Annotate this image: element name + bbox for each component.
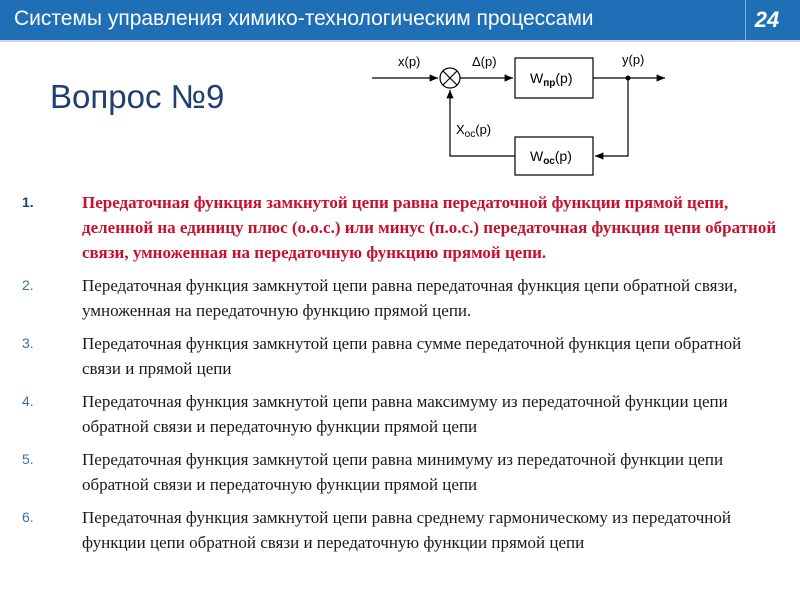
answer-option-4[interactable] xyxy=(22,389,782,439)
answer-text: Передаточная функция замкнутой цепи равна максимуму из передаточной функции цепи обратной связи и передаточную функции прямой цепи xyxy=(82,392,728,436)
answer-text: Передаточная функция замкнутой цепи равна сумме передаточной функция цепи обратной связи и прямой цепи xyxy=(82,334,742,378)
input-label: x(p) xyxy=(398,54,421,69)
answer-number: 2. xyxy=(22,277,34,293)
answer-option-3[interactable] xyxy=(22,331,782,381)
answer-number: 3. xyxy=(22,335,34,351)
error-label: Δ(p) xyxy=(472,54,497,69)
answer-number: 1. xyxy=(22,194,34,210)
answer-number: 4. xyxy=(22,393,34,409)
answer-option-1[interactable] xyxy=(22,190,782,265)
answer-number: 6. xyxy=(22,509,34,525)
answer-text: Передаточная функция замкнутой цепи равна передаточная функция цепи обратной связи, умноженная на передаточную функцию прямой цепи. xyxy=(82,276,738,320)
header-bar xyxy=(0,0,800,42)
output-label: y(p) xyxy=(622,52,645,67)
summing-junction xyxy=(440,68,460,88)
answer-text: Передаточная функция замкнутой цепи равна среднему гармоническому из передаточной функции цепи обратной связи и передаточную функции прямой цепи xyxy=(82,508,731,552)
answer-option-5[interactable] xyxy=(22,447,782,497)
answer-number: 5. xyxy=(22,451,34,467)
question-title: Вопрос №9 xyxy=(50,78,225,115)
answer-text: Передаточная функция замкнутой цепи равна передаточной функции прямой цепи, деленной на единицу плюс (о.о.с.) или минус (п.о.с.) передаточная функция цепи обратной связи, умноженная на передаточную функцию прямой цепи. xyxy=(82,193,777,262)
answer-option-6[interactable] xyxy=(22,505,782,555)
answer-text: Передаточная функция замкнутой цепи равна минимуму из передаточной функции цепи обратной связи и передаточную функции прямой цепи xyxy=(82,450,724,494)
feedback-block-diagram xyxy=(360,48,680,183)
forward-block-label: $W_{пр}(p)$ xyxy=(530,70,573,89)
answer-list xyxy=(22,190,782,563)
feedback-signal-label: $X_{ос}(p)$ xyxy=(456,122,492,140)
slide-number: 24 xyxy=(745,0,788,40)
feedback-line-right xyxy=(595,78,628,156)
answer-option-2[interactable] xyxy=(22,273,782,323)
header-title: Системы управления химико-технологическим процессами xyxy=(14,7,594,30)
feedback-block-label: $W_{ос}(p)$ xyxy=(530,148,572,167)
